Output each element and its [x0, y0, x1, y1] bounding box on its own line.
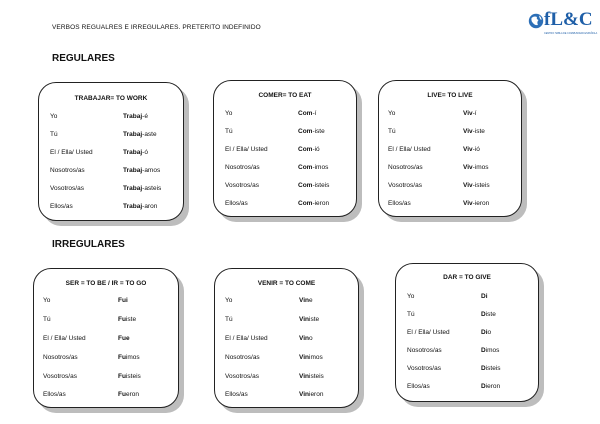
pronoun: El / Ella/ Usted: [225, 335, 268, 342]
conjugation-row: [379, 182, 521, 192]
verb-card-venir: [214, 268, 359, 408]
conjugation-row: [214, 146, 356, 156]
verb-ending: ieron: [485, 383, 501, 390]
conjugation-row: [396, 293, 538, 303]
flc-logo: [528, 9, 598, 40]
conjugation-row: [39, 149, 183, 159]
pronoun: Vosotros/as: [43, 373, 77, 380]
verb-stem: D: [481, 365, 486, 372]
verb-stem: D: [481, 347, 486, 354]
conjugation-row: [215, 316, 358, 326]
globe-icon: [528, 11, 544, 31]
verb-stem: Fui: [118, 297, 128, 304]
verb-stem: Viv: [463, 182, 473, 189]
verb-ending: imos: [309, 354, 323, 361]
conjugation-row: [34, 335, 178, 345]
conjugation-row: [214, 182, 356, 192]
verb-card-ser-ir: [33, 268, 179, 408]
pronoun: Yo: [225, 297, 233, 304]
pronoun: Tú: [225, 316, 233, 323]
verb-ending: -aste: [142, 131, 157, 138]
pronoun: Nosotros/as: [225, 354, 260, 361]
pronoun: Vosotros/as: [50, 185, 84, 192]
verb-ending: -ió: [472, 146, 480, 153]
verb-stem: Trabaj: [123, 185, 143, 192]
conjugation-row: [214, 200, 356, 210]
verb-stem: D: [481, 383, 486, 390]
verb-ending: -isteis: [472, 182, 490, 189]
verb-stem: Viv: [463, 164, 473, 171]
card-title: COMER= TO EAT: [258, 92, 312, 99]
pronoun: El / Ella/ Usted: [388, 146, 431, 153]
conjugation-row: [214, 110, 356, 120]
verb-stem: Vin: [299, 335, 309, 342]
verb-stem: Viv: [463, 110, 473, 117]
section-heading-irregular: IRREGULARES: [52, 239, 125, 250]
verb-stem: Com: [298, 128, 313, 135]
pronoun: El / Ella/ Usted: [50, 149, 93, 156]
conjugation-row: [396, 329, 538, 339]
verb-stem: Fu: [118, 354, 126, 361]
conjugation-row: [396, 365, 538, 375]
verb-card-vivir: [378, 80, 522, 217]
pronoun: Yo: [43, 297, 51, 304]
pronoun: Ellos/as: [388, 200, 411, 207]
verb-ending: -iste: [472, 128, 485, 135]
pronoun: Yo: [388, 110, 396, 117]
verb-stem: Fu: [118, 373, 126, 380]
verb-stem: Fue: [118, 335, 130, 342]
pronoun: Nosotros/as: [225, 164, 260, 171]
verb-ending: -í: [472, 110, 477, 117]
conjugation-row: [396, 311, 538, 321]
verb-ending: -imos: [312, 164, 329, 171]
conjugation-row: [34, 373, 178, 383]
pronoun: Ellos/as: [407, 383, 430, 390]
conjugation-row: [379, 146, 521, 156]
verb-ending: -ieron: [312, 200, 330, 207]
conjugation-row: [39, 203, 183, 213]
pronoun: Yo: [225, 110, 233, 117]
pronoun: El / Ella/ Usted: [43, 335, 86, 342]
conjugation-row: [39, 113, 183, 123]
verb-ending: -iste: [312, 128, 325, 135]
verb-stem: Vin: [299, 316, 309, 323]
pronoun: Tú: [225, 128, 233, 135]
card-title: DAR = TO GIVE: [443, 274, 491, 281]
verb-ending: isteis: [309, 373, 324, 380]
conjugation-row: [215, 335, 358, 345]
verb-ending: isteis: [125, 373, 141, 380]
logo-subtitle: CENTRO HABLA DE COMMUNIDAD ESPAÑOLA: [544, 32, 598, 35]
conjugation-row: [396, 383, 538, 393]
pronoun: Ellos/as: [50, 203, 73, 210]
verb-ending: -ieron: [472, 200, 490, 207]
verb-card-trabajar: [38, 82, 184, 221]
card-title: LIVE= TO LIVE: [427, 92, 473, 99]
conjugation-row: [379, 110, 521, 120]
pronoun: Nosotros/as: [407, 347, 442, 354]
card-title: SER = TO BE / IR = TO GO: [65, 280, 147, 287]
conjugation-row: [39, 131, 183, 141]
pronoun: Nosotros/as: [50, 167, 85, 174]
pronoun: Tú: [407, 311, 415, 318]
pronoun: Vosotros/as: [225, 182, 259, 189]
pronoun: Yo: [407, 293, 415, 300]
verb-stem: Trabaj: [123, 149, 143, 156]
verb-stem: Com: [298, 146, 313, 153]
verb-ending: -ió: [312, 146, 320, 153]
pronoun: Tú: [50, 131, 58, 138]
section-heading-regular: REGULARES: [52, 53, 115, 64]
verb-ending: iste: [309, 316, 320, 323]
pronoun: Ellos/as: [225, 200, 248, 207]
verb-stem: Vin: [299, 391, 309, 398]
verb-ending: -amos: [142, 167, 161, 174]
verb-stem: Vin: [299, 297, 309, 304]
verb-stem: Com: [298, 110, 313, 117]
verb-stem: Fu: [118, 391, 126, 398]
verb-stem: Viv: [463, 128, 473, 135]
verb-ending: imos: [125, 354, 140, 361]
pronoun: Vosotros/as: [407, 365, 441, 372]
conjugation-row: [379, 200, 521, 210]
pronoun: Vosotros/as: [225, 373, 259, 380]
verb-stem: Trabaj: [123, 167, 143, 174]
verb-stem: Com: [298, 200, 313, 207]
document-title: VERBOS REGUALRES E IRREGULARES. PRETERITO INDEFINIDO: [52, 24, 261, 31]
conjugation-row: [379, 164, 521, 174]
verb-ending: iste: [125, 316, 137, 323]
verb-ending: -ó: [142, 149, 148, 156]
pronoun: Nosotros/as: [388, 164, 423, 171]
verb-stem: Trabaj: [123, 203, 143, 210]
card-title: TRABAJAR= TO WORK: [74, 95, 148, 102]
verb-ending: -isteis: [312, 182, 330, 189]
verb-stem: Di: [481, 329, 488, 336]
verb-stem: D: [481, 311, 486, 318]
pronoun: Nosotros/as: [43, 354, 78, 361]
verb-ending: -imos: [472, 164, 489, 171]
conjugation-row: [214, 164, 356, 174]
pronoun: Ellos/as: [43, 391, 66, 398]
conjugation-row: [34, 316, 178, 326]
conjugation-row: [34, 391, 178, 401]
conjugation-row: [215, 391, 358, 401]
verb-stem: Com: [298, 164, 313, 171]
pronoun: El / Ella/ Usted: [407, 329, 450, 336]
conjugation-row: [34, 354, 178, 364]
verb-card-dar: [395, 263, 539, 402]
pronoun: Tú: [388, 128, 396, 135]
verb-stem: Com: [298, 182, 313, 189]
verb-ending: ieron: [309, 391, 324, 398]
conjugation-row: [215, 354, 358, 364]
verb-ending: eron: [125, 391, 139, 398]
verb-ending: -í: [312, 110, 317, 117]
verb-ending: o: [487, 329, 492, 336]
pronoun: Yo: [50, 113, 58, 120]
verb-ending: -é: [142, 113, 148, 120]
conjugation-row: [215, 373, 358, 383]
verb-stem: Viv: [463, 146, 473, 153]
logo-wordmark: fL&C: [544, 9, 593, 30]
conjugation-row: [34, 297, 178, 307]
verb-stem: Vin: [299, 373, 309, 380]
verb-card-comer: [213, 80, 357, 217]
verb-stem: Di: [481, 293, 488, 300]
verb-ending: o: [309, 335, 313, 342]
verb-ending: -aron: [142, 203, 158, 210]
conjugation-row: [214, 128, 356, 138]
conjugation-row: [39, 167, 183, 177]
conjugation-row: [215, 297, 358, 307]
verb-stem: Fu: [118, 316, 126, 323]
pronoun: Tú: [43, 316, 51, 323]
verb-ending: iste: [485, 311, 496, 318]
conjugation-row: [39, 185, 183, 195]
conjugation-row: [379, 128, 521, 138]
verb-stem: Vin: [299, 354, 309, 361]
pronoun: El / Ella/ Usted: [225, 146, 268, 153]
card-title: VENIR = TO COME: [257, 280, 316, 287]
verb-stem: Trabaj: [123, 113, 143, 120]
verb-stem: Trabaj: [123, 131, 143, 138]
conjugation-row: [396, 347, 538, 357]
verb-ending: isteis: [485, 365, 501, 372]
verb-ending: imos: [485, 347, 500, 354]
pronoun: Vosotros/as: [388, 182, 422, 189]
verb-ending: e: [309, 297, 313, 304]
verb-ending: -asteis: [142, 185, 162, 192]
verb-stem: Viv: [463, 200, 473, 207]
pronoun: Ellos/as: [225, 391, 248, 398]
